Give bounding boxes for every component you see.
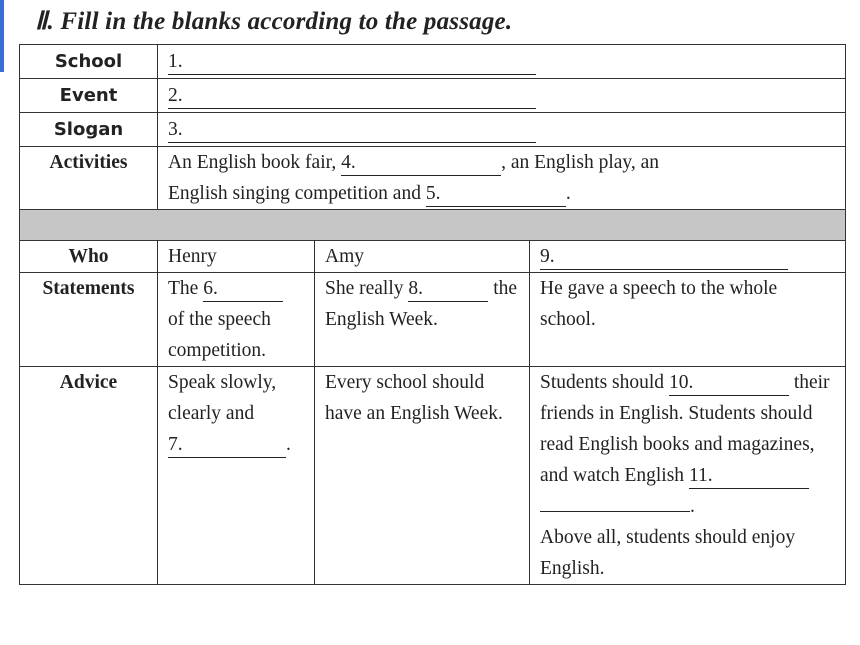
statements-label: Statements xyxy=(20,273,158,367)
activities-text-a: An English book fair, xyxy=(168,152,337,173)
activities-cell xyxy=(158,147,846,210)
blank-7: 7. xyxy=(168,433,286,458)
page-edge-accent xyxy=(0,0,4,72)
table-row xyxy=(20,113,846,147)
blank-11: 11. xyxy=(689,464,809,489)
who-amy: Amy xyxy=(315,241,530,273)
blank-9: 9. xyxy=(540,245,788,270)
third-advice-d: Above all, students should enjoy English. xyxy=(540,527,796,579)
table-row xyxy=(20,241,846,273)
third-advice-a: Students should xyxy=(540,372,665,393)
activities-label: Activities xyxy=(20,147,158,210)
blank-3: 3. xyxy=(168,118,536,143)
school-label: School xyxy=(20,45,158,79)
henry-statement-b: of the speech competition. xyxy=(168,309,271,361)
amy-statement xyxy=(315,273,530,367)
table-row xyxy=(20,273,846,367)
henry-advice-b: . xyxy=(286,434,291,455)
blank-10: 10. xyxy=(669,371,789,396)
henry-advice xyxy=(158,367,315,585)
third-advice xyxy=(530,367,846,585)
table-row xyxy=(20,147,846,210)
event-cell xyxy=(158,79,846,113)
amy-statement-b: the English Week. xyxy=(325,278,518,330)
who-henry: Henry xyxy=(158,241,315,273)
slogan-cell xyxy=(158,113,846,147)
third-advice-c: . xyxy=(690,496,695,517)
third-statement: He gave a speech to the whole school. xyxy=(530,273,846,367)
table-row xyxy=(20,367,846,585)
grey-separator xyxy=(20,210,846,241)
advice-label: Advice xyxy=(20,367,158,585)
slogan-label: Slogan xyxy=(20,113,158,147)
school-cell xyxy=(158,45,846,79)
blank-4: 4. xyxy=(341,151,501,176)
henry-advice-a: Speak slowly, clearly and xyxy=(168,372,277,424)
activities-text-b: , an English play, an xyxy=(501,152,660,173)
table-row xyxy=(20,79,846,113)
blank-11-continued xyxy=(540,511,690,512)
blank-2: 2. xyxy=(168,84,536,109)
who-label: Who xyxy=(20,241,158,273)
who-third xyxy=(530,241,846,273)
separator-row xyxy=(20,210,846,241)
fill-in-table xyxy=(19,44,846,585)
henry-statement xyxy=(158,273,315,367)
blank-1: 1. xyxy=(168,50,536,75)
table-row xyxy=(20,45,846,79)
blank-5: 5. xyxy=(426,182,566,207)
third-advice-b: their friends in English. Students should read English books and magazines, and watch English xyxy=(540,372,830,486)
activities-text-d: . xyxy=(565,183,571,204)
amy-statement-a: She really xyxy=(325,278,404,299)
amy-advice: Every school should have an English Week. xyxy=(315,367,530,585)
activities-text-c: English singing competition and xyxy=(168,183,421,204)
event-label: Event xyxy=(20,79,158,113)
blank-8: 8. xyxy=(408,277,488,302)
exercise-title: Ⅱ. Fill in the blanks according to the passage. xyxy=(35,8,513,35)
henry-statement-a: The xyxy=(168,278,199,299)
blank-6: 6. xyxy=(203,277,283,302)
